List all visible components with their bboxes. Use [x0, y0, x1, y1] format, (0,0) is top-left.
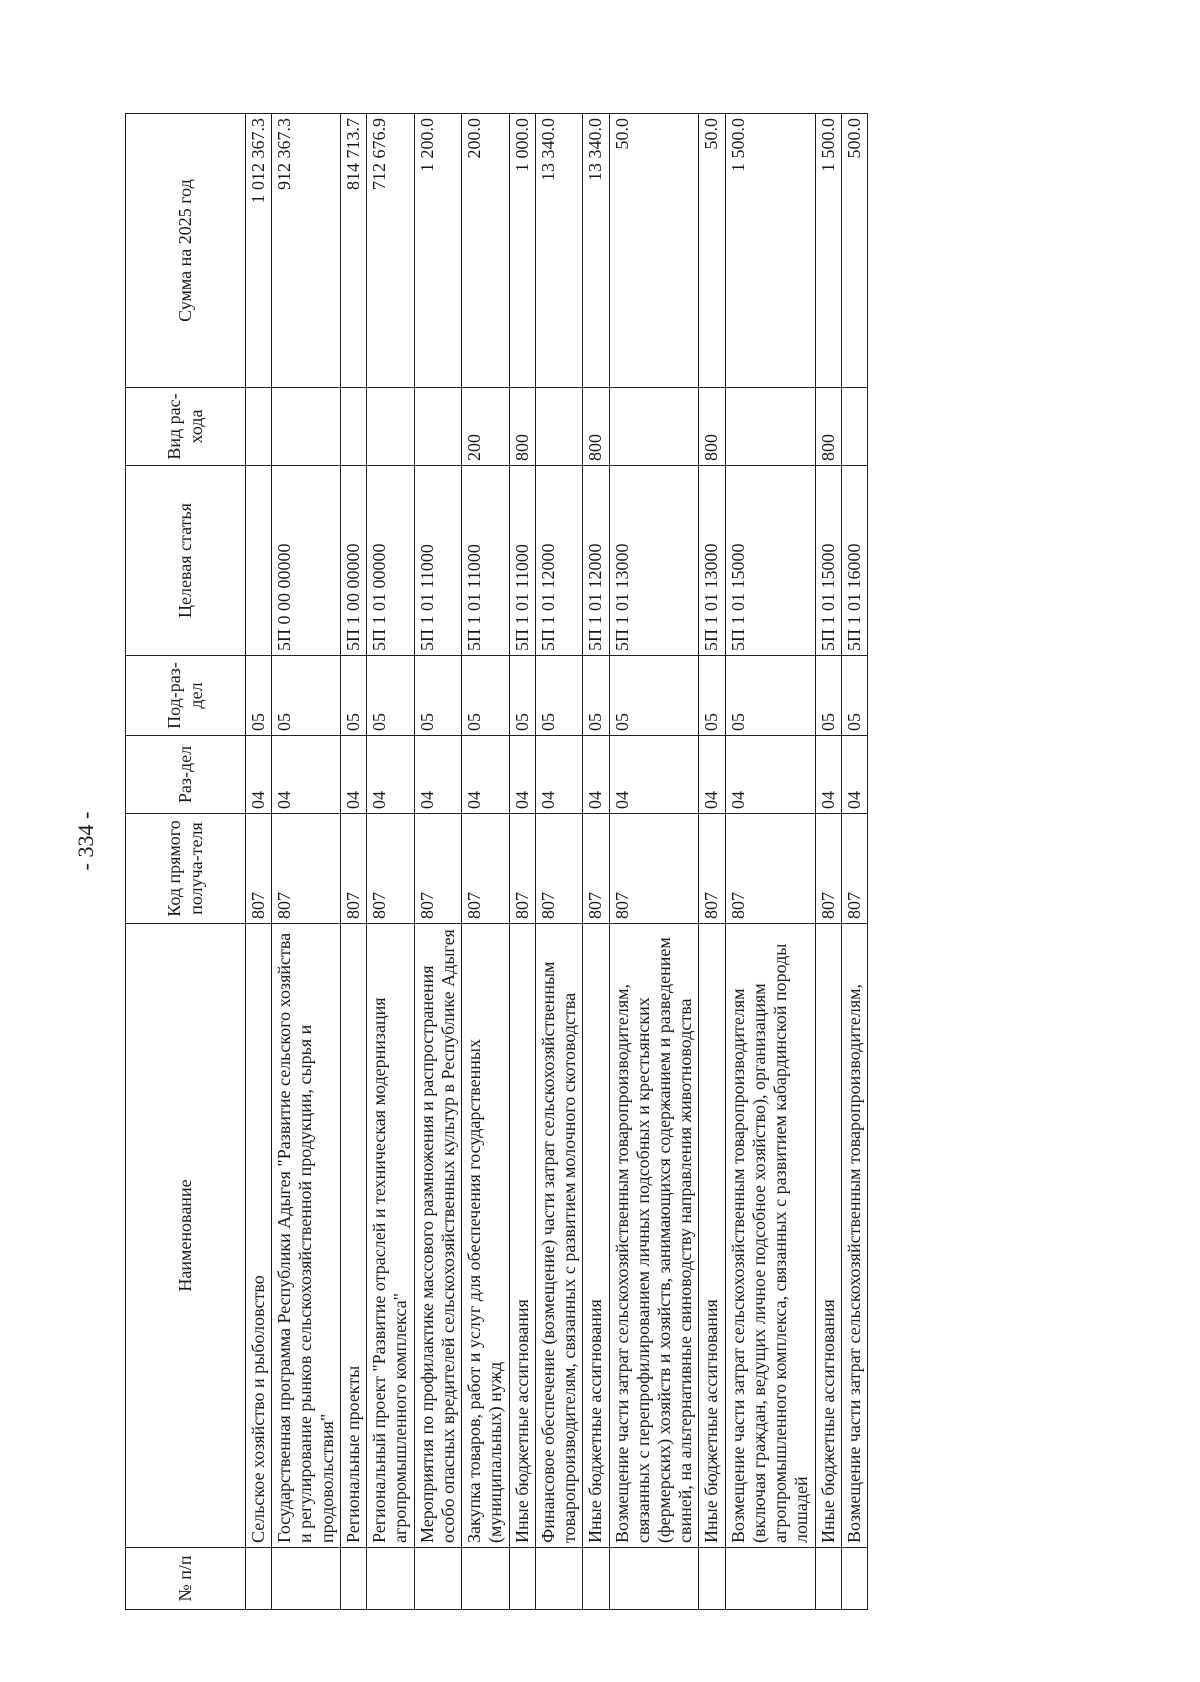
cell-num — [272, 1548, 341, 1610]
cell-csr: 5П 1 01 16000 — [841, 466, 867, 656]
header-csr: Целевая статья — [126, 466, 246, 656]
cell-podrazdel: 05 — [699, 656, 725, 736]
cell-grbs: 807 — [841, 814, 867, 924]
cell-num — [509, 1548, 535, 1610]
cell-num — [609, 1548, 699, 1610]
cell-vr — [725, 388, 815, 466]
cell-grbs: 807 — [725, 814, 815, 924]
cell-vr: 800 — [815, 388, 841, 466]
cell-num — [583, 1548, 609, 1610]
cell-podrazdel: 05 — [841, 656, 867, 736]
cell-csr: 5П 1 01 12000 — [583, 466, 609, 656]
cell-vr: 800 — [699, 388, 725, 466]
cell-grbs: 807 — [367, 814, 414, 924]
cell-name: Финансовое обеспечение (возмещение) части затрат сельскохозяйственным товаропроизводителям, связанных с развитием молочного скотоводства — [535, 924, 582, 1548]
cell-podrazdel: 05 — [509, 656, 535, 736]
table-row — [509, 114, 535, 1610]
cell-grbs: 807 — [414, 814, 461, 924]
table-row — [609, 114, 699, 1610]
cell-sum: 712 676.9 — [367, 114, 414, 388]
table-row — [725, 114, 815, 1610]
cell-grbs: 807 — [609, 814, 699, 924]
cell-razdel: 04 — [583, 736, 609, 814]
cell-name: Иные бюджетные ассигнования — [699, 924, 725, 1548]
cell-csr: 5П 1 01 13000 — [609, 466, 699, 656]
cell-name: Мероприятия по профилактике массового размножения и распространения особо опасных вредителей сельскохозяйственных культур в Республике Адыгея — [414, 924, 461, 1548]
cell-vr — [367, 388, 414, 466]
cell-num — [340, 1548, 366, 1610]
cell-csr: 5П 0 00 00000 — [272, 466, 341, 656]
table-row — [340, 114, 366, 1610]
cell-razdel: 04 — [414, 736, 461, 814]
cell-num — [246, 1548, 272, 1610]
cell-podrazdel: 05 — [367, 656, 414, 736]
cell-podrazdel: 05 — [462, 656, 509, 736]
cell-vr: 800 — [583, 388, 609, 466]
cell-grbs: 807 — [246, 814, 272, 924]
cell-sum: 1 012 367.3 — [246, 114, 272, 388]
cell-razdel: 04 — [841, 736, 867, 814]
cell-vr — [246, 388, 272, 466]
table-row — [841, 114, 867, 1610]
cell-name: Региональные проекты — [340, 924, 366, 1548]
cell-razdel: 04 — [699, 736, 725, 814]
cell-name: Иные бюджетные ассигнования — [583, 924, 609, 1548]
cell-name: Возмещение части затрат сельскохозяйственным товаропроизводителям (включая граждан, ведущих личное подсобное хозяйство), организациям агропромышленного комплекса, связанных с развитием кабардинской породы лошадей — [725, 924, 815, 1548]
cell-sum: 13 340.0 — [535, 114, 582, 388]
header-row — [126, 114, 246, 1610]
cell-num — [535, 1548, 582, 1610]
cell-csr: 5П 1 01 11000 — [509, 466, 535, 656]
cell-vr — [414, 388, 461, 466]
table-row — [535, 114, 582, 1610]
cell-vr — [535, 388, 582, 466]
cell-num — [414, 1548, 461, 1610]
cell-podrazdel: 05 — [583, 656, 609, 736]
header-razdel: Раз-дел — [126, 736, 246, 814]
cell-grbs: 807 — [272, 814, 341, 924]
cell-name: Сельское хозяйство и рыболовство — [246, 924, 272, 1548]
cell-razdel: 04 — [509, 736, 535, 814]
cell-razdel: 04 — [462, 736, 509, 814]
cell-num — [367, 1548, 414, 1610]
cell-razdel: 04 — [535, 736, 582, 814]
cell-csr: 5П 1 01 11000 — [414, 466, 461, 656]
cell-grbs: 807 — [583, 814, 609, 924]
cell-csr: 5П 1 01 15000 — [815, 466, 841, 656]
cell-vr — [841, 388, 867, 466]
cell-podrazdel: 05 — [725, 656, 815, 736]
cell-vr — [272, 388, 341, 466]
cell-num — [725, 1548, 815, 1610]
cell-csr: 5П 1 01 12000 — [535, 466, 582, 656]
cell-num — [841, 1548, 867, 1610]
cell-vr: 200 — [462, 388, 509, 466]
cell-grbs: 807 — [509, 814, 535, 924]
cell-razdel: 04 — [340, 736, 366, 814]
cell-podrazdel: 05 — [609, 656, 699, 736]
cell-num — [815, 1548, 841, 1610]
cell-sum: 200.0 — [462, 114, 509, 388]
cell-name: Возмещение части затрат сельскохозяйственным товаропроизводителям, связанных с перепрофилированием личных подсобных и крестьянских (фермерских) хозяйств и хозяйств, занимающихся содержанием и разведением свиней, на альтернативные свиноводству направления животноводства — [609, 924, 699, 1548]
table-row — [699, 114, 725, 1610]
table-body — [246, 114, 868, 1610]
table-row — [815, 114, 841, 1610]
budget-table-container — [125, 114, 1065, 1610]
cell-name: Региональный проект "Развитие отраслей и техническая модернизация агропромышленного комплекса" — [367, 924, 414, 1548]
cell-sum: 912 367.3 — [272, 114, 341, 388]
cell-csr: 5П 1 01 11000 — [462, 466, 509, 656]
table-row — [272, 114, 341, 1610]
cell-name: Иные бюджетные ассигнования — [509, 924, 535, 1548]
cell-sum: 1 500.0 — [815, 114, 841, 388]
cell-sum: 50.0 — [609, 114, 699, 388]
cell-name: Иные бюджетные ассигнования — [815, 924, 841, 1548]
cell-podrazdel: 05 — [414, 656, 461, 736]
cell-podrazdel: 05 — [272, 656, 341, 736]
cell-name: Государственная программа Республики Адыгея "Развитие сельского хозяйства и регулирование рынков сельскохозяйственной продукции, сырья и продовольствия" — [272, 924, 341, 1548]
table-row — [246, 114, 272, 1610]
cell-vr — [609, 388, 699, 466]
cell-grbs: 807 — [699, 814, 725, 924]
cell-csr: 5П 1 01 00000 — [367, 466, 414, 656]
cell-name: Возмещение части затрат сельскохозяйственным товаропроизводителям, — [841, 924, 867, 1548]
cell-podrazdel: 05 — [246, 656, 272, 736]
header-grbs: Код прямого получа-теля — [126, 814, 246, 924]
cell-podrazdel: 05 — [340, 656, 366, 736]
cell-num — [699, 1548, 725, 1610]
cell-grbs: 807 — [815, 814, 841, 924]
cell-csr: 5П 1 01 15000 — [725, 466, 815, 656]
cell-podrazdel: 05 — [535, 656, 582, 736]
page-number: - 334 - — [73, 811, 98, 871]
table-row — [462, 114, 509, 1610]
cell-razdel: 04 — [609, 736, 699, 814]
header-vr: Вид рас-хода — [126, 388, 246, 466]
cell-csr: 5П 1 01 13000 — [699, 466, 725, 656]
cell-razdel: 04 — [725, 736, 815, 814]
cell-grbs: 807 — [535, 814, 582, 924]
cell-csr: 5П 1 00 00000 — [340, 466, 366, 656]
cell-razdel: 04 — [246, 736, 272, 814]
cell-grbs: 807 — [340, 814, 366, 924]
cell-podrazdel: 05 — [815, 656, 841, 736]
cell-razdel: 04 — [272, 736, 341, 814]
budget-table — [125, 113, 868, 1610]
cell-name: Закупка товаров, работ и услуг для обеспечения государственных (муниципальных) нужд — [462, 924, 509, 1548]
table-row — [414, 114, 461, 1610]
cell-sum: 1 200.0 — [414, 114, 461, 388]
cell-sum: 50.0 — [699, 114, 725, 388]
header-sum: Сумма на 2025 год — [126, 114, 246, 388]
cell-vr: 800 — [509, 388, 535, 466]
header-podrazdel: Под-раз-дел — [126, 656, 246, 736]
header-num: № п/п — [126, 1548, 246, 1610]
cell-grbs: 807 — [462, 814, 509, 924]
cell-sum: 13 340.0 — [583, 114, 609, 388]
table-row — [583, 114, 609, 1610]
cell-csr — [246, 466, 272, 656]
header-name: Наименование — [126, 924, 246, 1548]
cell-razdel: 04 — [815, 736, 841, 814]
cell-sum: 1 500.0 — [725, 114, 815, 388]
cell-num — [462, 1548, 509, 1610]
cell-sum: 500.0 — [841, 114, 867, 388]
cell-razdel: 04 — [367, 736, 414, 814]
cell-sum: 1 000.0 — [509, 114, 535, 388]
cell-sum: 814 713.7 — [340, 114, 366, 388]
cell-vr — [340, 388, 366, 466]
table-row — [367, 114, 414, 1610]
